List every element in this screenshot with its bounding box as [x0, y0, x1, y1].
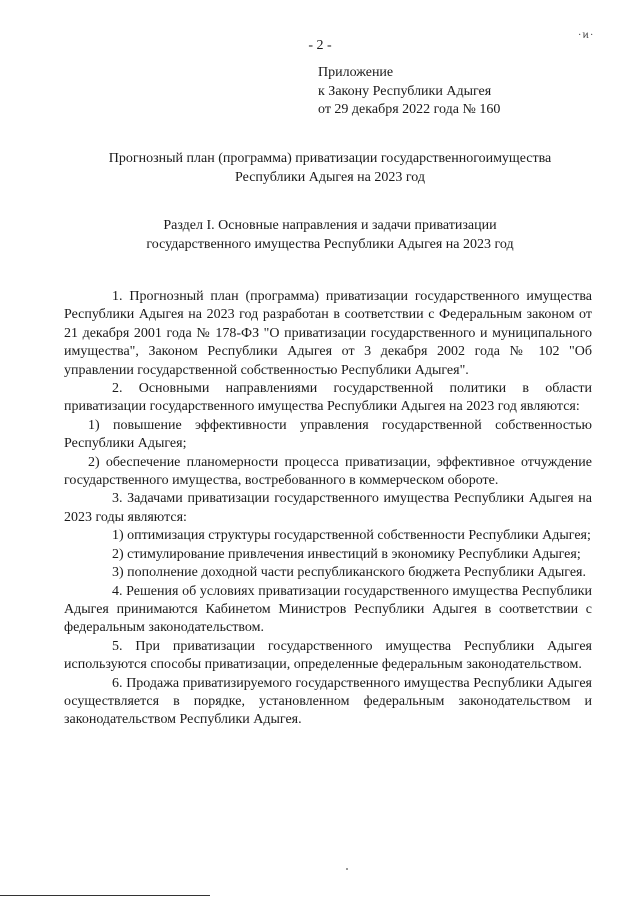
paragraph-5: 5. При приватизации государственного имущества Республики Адыгея используются способы приватизации, определенные федеральным законодательством.: [64, 638, 592, 673]
title-line-1: Прогнозный план (программа) приватизации государственногоимущества: [108, 151, 552, 166]
paragraph-6: 6. Продажа приватизируемого государственного имущества Республики Адыгея осуществляется в порядке, установленном федеральным законодательством и законодательством Республики Адыгея.: [64, 675, 592, 728]
paragraph-3: 3. Задачами приватизации государственного имущества Республики Адыгея на 2023 годы являются:: [64, 491, 592, 525]
paragraph-1: 1. Прогнозный план (программа) приватизации государственного имущества Республики Адыгея на 2023 год разработан в соответствии с Федеральным законом от 21 декабря 2001 года № 178-ФЗ "О приватизации государственного и муниципального имущества", Законом Республики Адыгея от 3 декабря 2002 года № 102 "Об управлении государственной собственностью Республики Адыгея".: [64, 289, 592, 378]
document-body: [64, 288, 592, 730]
section-heading: [70, 217, 590, 254]
appendix-line-3: от 29 декабря 2022 года № 160: [318, 102, 501, 117]
appendix-block: [318, 64, 500, 120]
scan-speck: [346, 868, 348, 870]
paragraph-4: 4. Решения об условиях приватизации государственного имущества Республики Адыгея принимаются Кабинетом Министров Республики Адыгея в соответствии с федеральным законодательством.: [64, 583, 592, 636]
section-line-1: Раздел I. Основные направления и задачи приватизации: [163, 218, 497, 233]
appendix-line-2: к Закону Республики Адыгея: [318, 83, 492, 99]
page-number: - 2 -: [308, 38, 332, 53]
title-line-2: Республики Адыгея на 2023 год: [235, 169, 425, 185]
paragraph-2: 2. Основными направлениями государственной политики в области приватизации государственного имущества Республики Адыгея на 2023 год являются:: [64, 381, 592, 415]
paragraph-3-item-1: 1) оптимизация структуры государственной собственности Республики Адыгея;: [112, 528, 591, 544]
document-title: [70, 150, 590, 187]
paragraph-3-item-3: 3) пополнение доходной части республиканского бюджета Республики Адыгея.: [112, 565, 586, 581]
paragraph-3-item-2: 2) стимулирование привлечения инвестиций в экономику Республики Адыгея;: [112, 546, 581, 562]
section-line-2: государственного имущества Республики Адыгея на 2023 год: [146, 236, 514, 252]
footer-rule: [0, 895, 210, 896]
paragraph-2-item-2: 2) обеспечение планомерности процесса приватизации, эффективное отчуждение государственного имущества, востребованного в коммерческом обороте.: [64, 454, 592, 489]
corner-mark: ·ͷ·: [578, 30, 595, 41]
appendix-line-1: Приложение: [318, 65, 394, 80]
paragraph-2-item-1: 1) повышение эффективности управления государственной собственностью Республики Адыгея;: [64, 417, 592, 452]
